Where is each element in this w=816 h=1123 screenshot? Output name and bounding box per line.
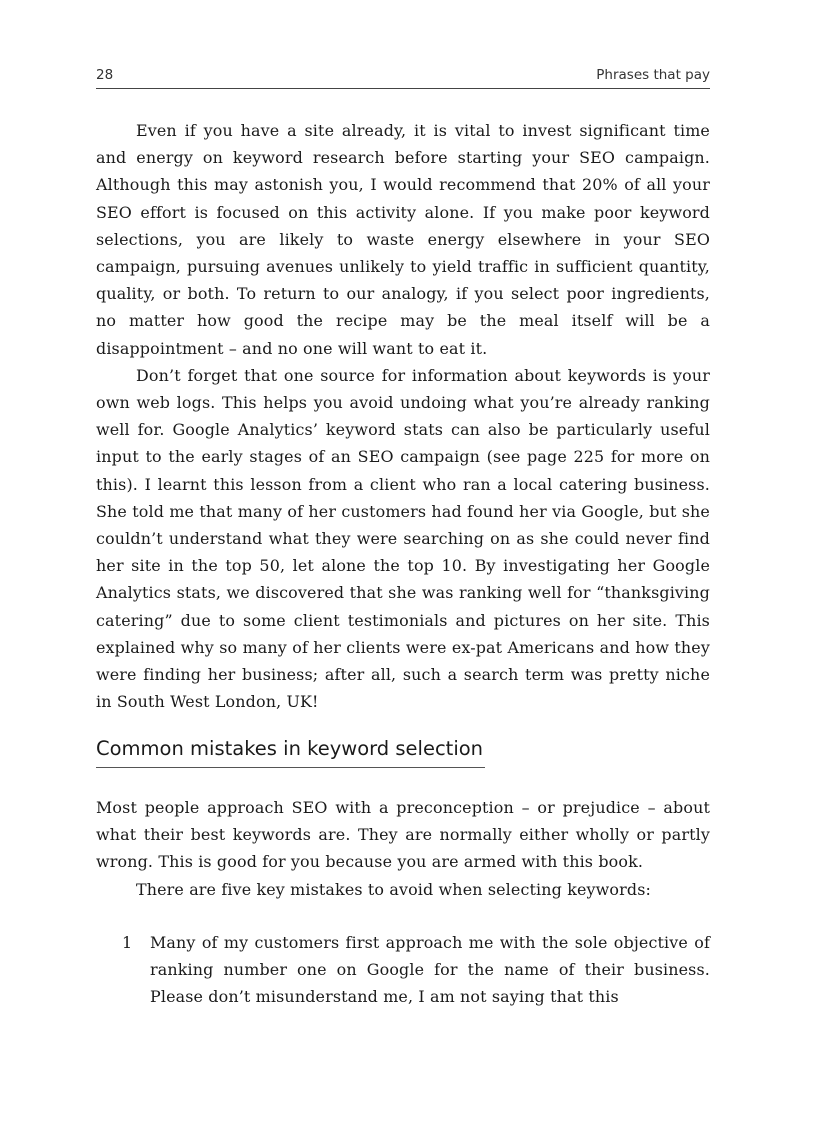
- paragraph: There are five key mistakes to avoid when selecting keywords:: [136, 879, 652, 899]
- chapter-title: Phrases that pay: [596, 67, 710, 83]
- paragraph: Don’t forget that one source for information about keywords is your own web logs. This helps you avoid undoing what you’re already ranking well for. Google Analytics’ keyword stats can also be particularly useful input to the early stages of an SEO campaign (see page 225 for more on this). I learnt this lesson from a client who ran a local catering business. She told me that many of her customers had found her via Google, but she couldn’t understand what they were searching on as she could never find her site in the top 50, let alone the top 10. By investigating her Google Analytics stats, we discovered that she was ranking well for “thanksgiving catering” due to some client testimonials and pictures on her site. This explained why so many of her clients were ex-pat Americans and how they were finding her business; after all, such a search term was pretty niche in South West London, UK!: [96, 365, 710, 712]
- body-text-block: [96, 117, 710, 715]
- list-item: [96, 929, 710, 1011]
- section-body-text: [96, 794, 710, 903]
- numbered-list: [96, 929, 710, 1011]
- section-heading: Common mistakes in keyword selection: [96, 737, 485, 768]
- list-item-text: Many of my customers first approach me with the sole objective of ranking number one on Google for the name of their business. Please don’t misunderstand me, I am not saying that this: [150, 933, 710, 1007]
- paragraph: Most people approach SEO with a preconception – or prejudice – about what their best keywords are. They are normally either wholly or partly wrong. This is good for you because you are armed with this book.: [96, 798, 710, 872]
- paragraph: Even if you have a site already, it is vital to invest significant time and energy on keyword research before starting your SEO campaign. Although this may astonish you, I would recommend that 20% of all your SEO effort is focused on this activity alone. If you make poor keyword selections, you are likely to waste energy elsewhere in your SEO campaign, pursuing avenues unlikely to yield traffic in sufficient quantity, quality, or both. To return to our analogy, if you select poor ingredients, no matter how good the recipe may be the meal itself will be a disappointment – and no one will want to eat it.: [96, 121, 710, 358]
- list-item-number: 1: [122, 933, 133, 952]
- running-header: [96, 64, 710, 89]
- page-number: 28: [96, 67, 114, 83]
